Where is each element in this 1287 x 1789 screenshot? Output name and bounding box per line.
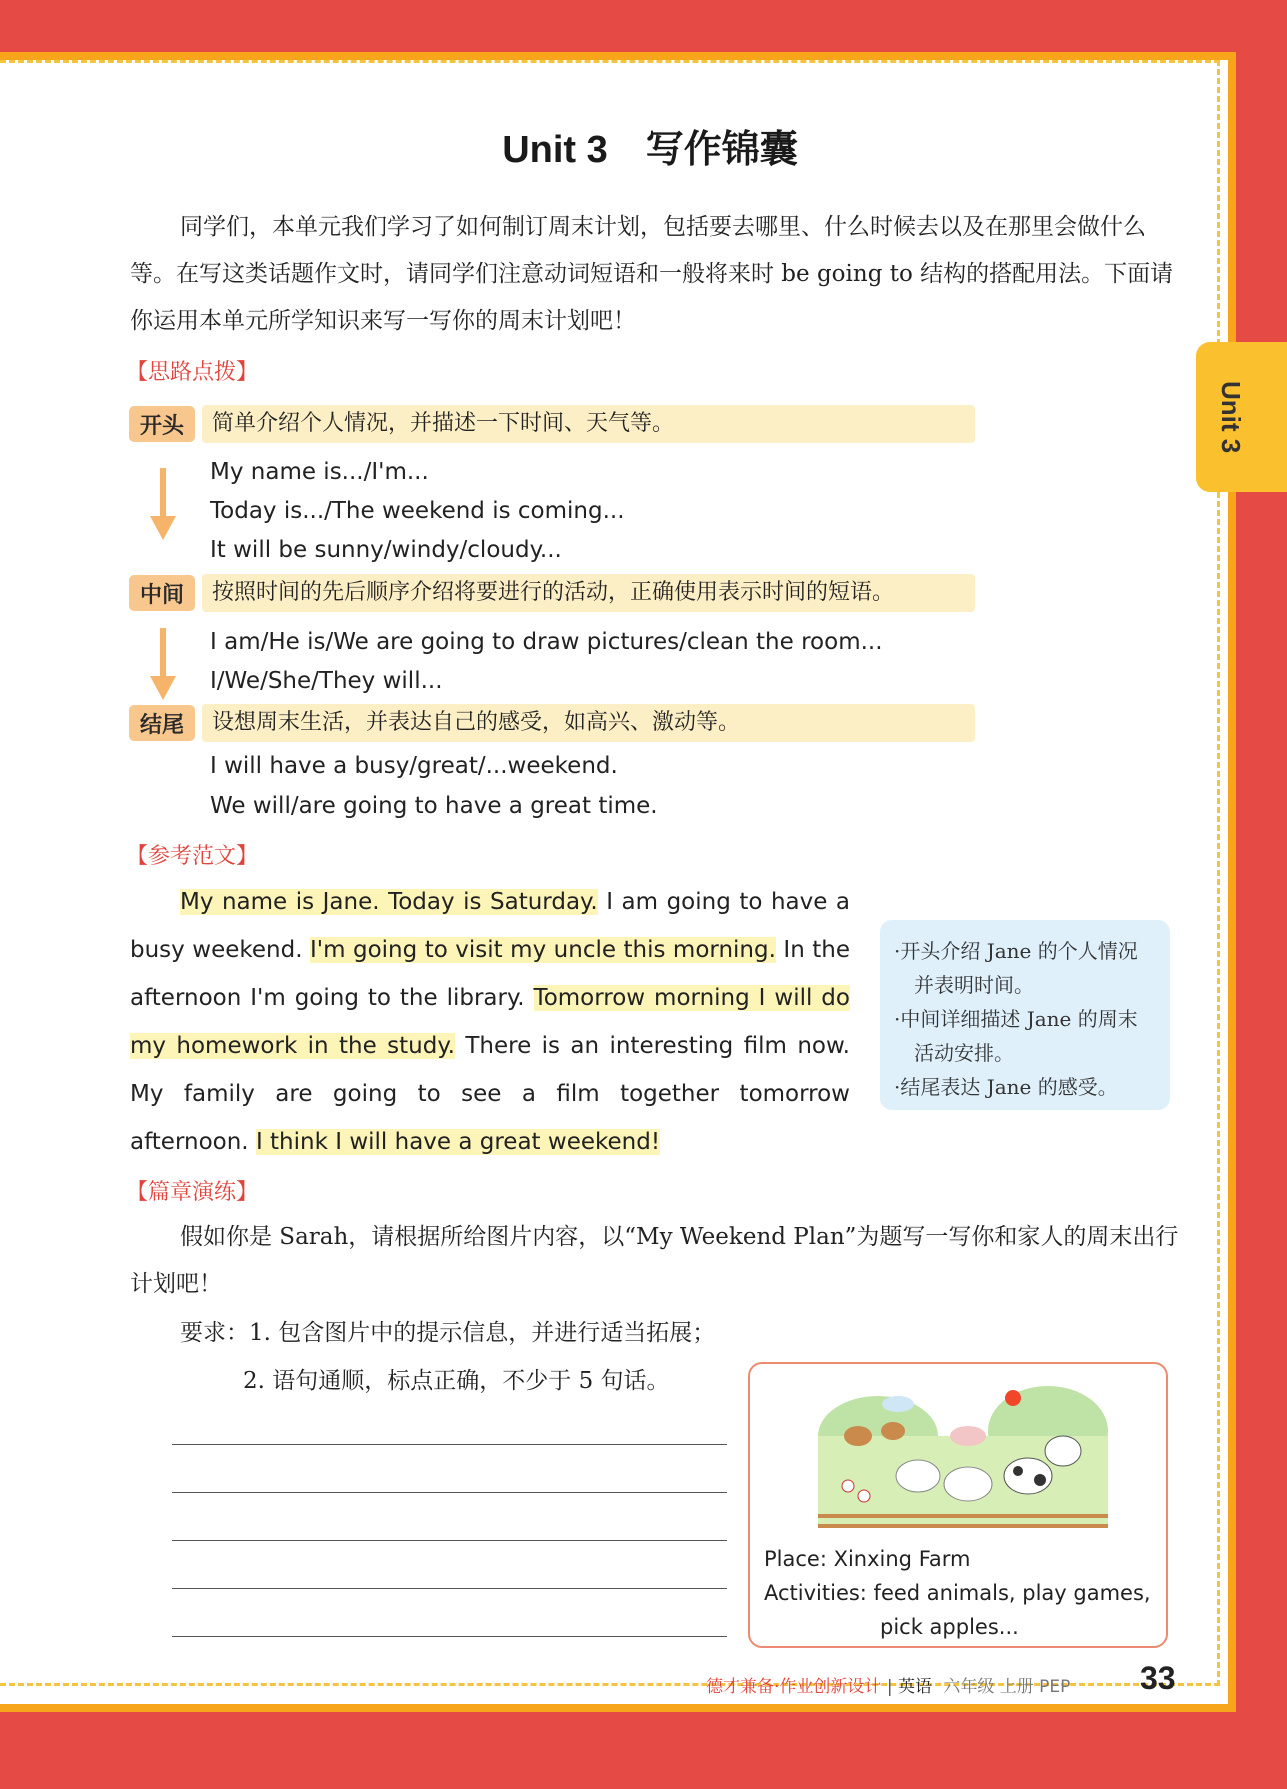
practice-prompt: 假如你是 Sarah，请根据所给图片内容，以“My Weekend Plan”为题写一写你和家人的周末出行计划吧！ bbox=[130, 1224, 1179, 1297]
farm-info-card bbox=[748, 1362, 1168, 1648]
section-sample-heading: 【参考范文】 bbox=[126, 844, 259, 869]
annotation-item: ·中间详细描述 Jane 的周末活动安排。 bbox=[894, 1007, 1138, 1065]
practice-requirement-1: 要求：1. 包含图片中的提示信息，并进行适当拓展； bbox=[180, 1320, 716, 1346]
farm-place: Place: Xinxing Farm bbox=[764, 1547, 971, 1571]
footer bbox=[706, 1672, 1070, 1697]
down-arrow-icon bbox=[150, 628, 176, 700]
writing-line[interactable] bbox=[172, 1444, 727, 1445]
outline-middle-tag: 中间 bbox=[129, 575, 195, 611]
annotation-item: ·开头介绍 Jane 的个人情况并表明时间。 bbox=[894, 939, 1138, 997]
ending-line-2: We will/are going to have a great time. bbox=[210, 793, 658, 819]
opening-line-1: My name is.../I'm... bbox=[210, 459, 429, 485]
section-tips-heading: 【思路点拨】 bbox=[126, 360, 259, 385]
outline-middle-desc: 按照时间的先后顺序介绍将要进行的活动，正确使用表示时间的短语。 bbox=[202, 574, 975, 612]
footer-separator: | bbox=[886, 1677, 893, 1697]
middle-line-2: I/We/She/They will... bbox=[210, 668, 443, 694]
down-arrow-icon bbox=[150, 468, 176, 540]
writing-line[interactable] bbox=[172, 1588, 727, 1589]
writing-line[interactable] bbox=[172, 1540, 727, 1541]
essay-highlight: Tomorrow morning I will do my homework in the study. bbox=[130, 985, 850, 1059]
outline-ending-desc: 设想周末生活，并表达自己的感受，如高兴、激动等。 bbox=[202, 704, 975, 742]
intro-paragraph: 同学们，本单元我们学习了如何制订周末计划，包括要去哪里、什么时候去以及在那里会做什么等。在写这类话题作文时，请同学们注意动词短语和一般将来时 be going to 结构的搭配用法。下面请你运用本单元所学知识来写一写你的周末计划吧！ bbox=[130, 214, 1174, 334]
essay-text: I am going to have a busy weekend. bbox=[130, 889, 850, 963]
practice-requirement-2: 2. 语句通顺，标点正确，不少于 5 句话。 bbox=[243, 1368, 670, 1394]
farm-activities: Activities: feed animals, play games, bbox=[764, 1581, 1151, 1605]
essay-highlight: I think I will have a great weekend! bbox=[255, 1129, 661, 1155]
opening-line-2: Today is.../The weekend is coming... bbox=[210, 498, 625, 524]
unit-side-tab-label: Unit 3 bbox=[1216, 380, 1246, 454]
farm-illustration bbox=[818, 1376, 1108, 1536]
footer-brand: 德才兼备·作业创新设计 bbox=[706, 1677, 882, 1697]
farm-text bbox=[764, 1542, 1160, 1644]
sample-essay bbox=[130, 878, 850, 1166]
writing-line[interactable] bbox=[172, 1492, 727, 1493]
annotation-box bbox=[880, 920, 1170, 1110]
unit-side-tab bbox=[1196, 342, 1287, 492]
essay-highlight: I'm going to visit my uncle this morning. bbox=[310, 937, 776, 963]
section-practice-heading: 【篇章演练】 bbox=[126, 1180, 259, 1205]
essay-highlight: My name is Jane. Today is Saturday. bbox=[180, 889, 598, 915]
essay-text: There is an interesting film now. My family are going to see a film together tomorrow afternoon. bbox=[130, 1033, 850, 1155]
middle-line-1: I am/He is/We are going to draw pictures/clean the room... bbox=[210, 629, 883, 655]
footer-subject: 英语 bbox=[897, 1677, 932, 1697]
outline-opening-tag: 开头 bbox=[129, 406, 195, 442]
essay-text: In the afternoon I'm going to the library. bbox=[130, 937, 850, 1011]
opening-line-3: It will be sunny/windy/cloudy... bbox=[210, 537, 562, 563]
farm-activities-cont: pick apples... bbox=[880, 1615, 1019, 1639]
writing-line[interactable] bbox=[172, 1636, 727, 1637]
page-number: 33 bbox=[1140, 1660, 1176, 1696]
page-title: Unit 3 写作锦囊 bbox=[502, 129, 798, 171]
outline-ending-tag: 结尾 bbox=[129, 705, 195, 741]
ending-line-1: I will have a busy/great/...weekend. bbox=[210, 753, 618, 779]
footer-grade: 六年级 上册 PEP bbox=[943, 1677, 1071, 1697]
annotation-item: ·结尾表达 Jane 的感受。 bbox=[894, 1075, 1118, 1099]
outline-opening-desc: 简单介绍个人情况，并描述一下时间、天气等。 bbox=[202, 405, 975, 443]
